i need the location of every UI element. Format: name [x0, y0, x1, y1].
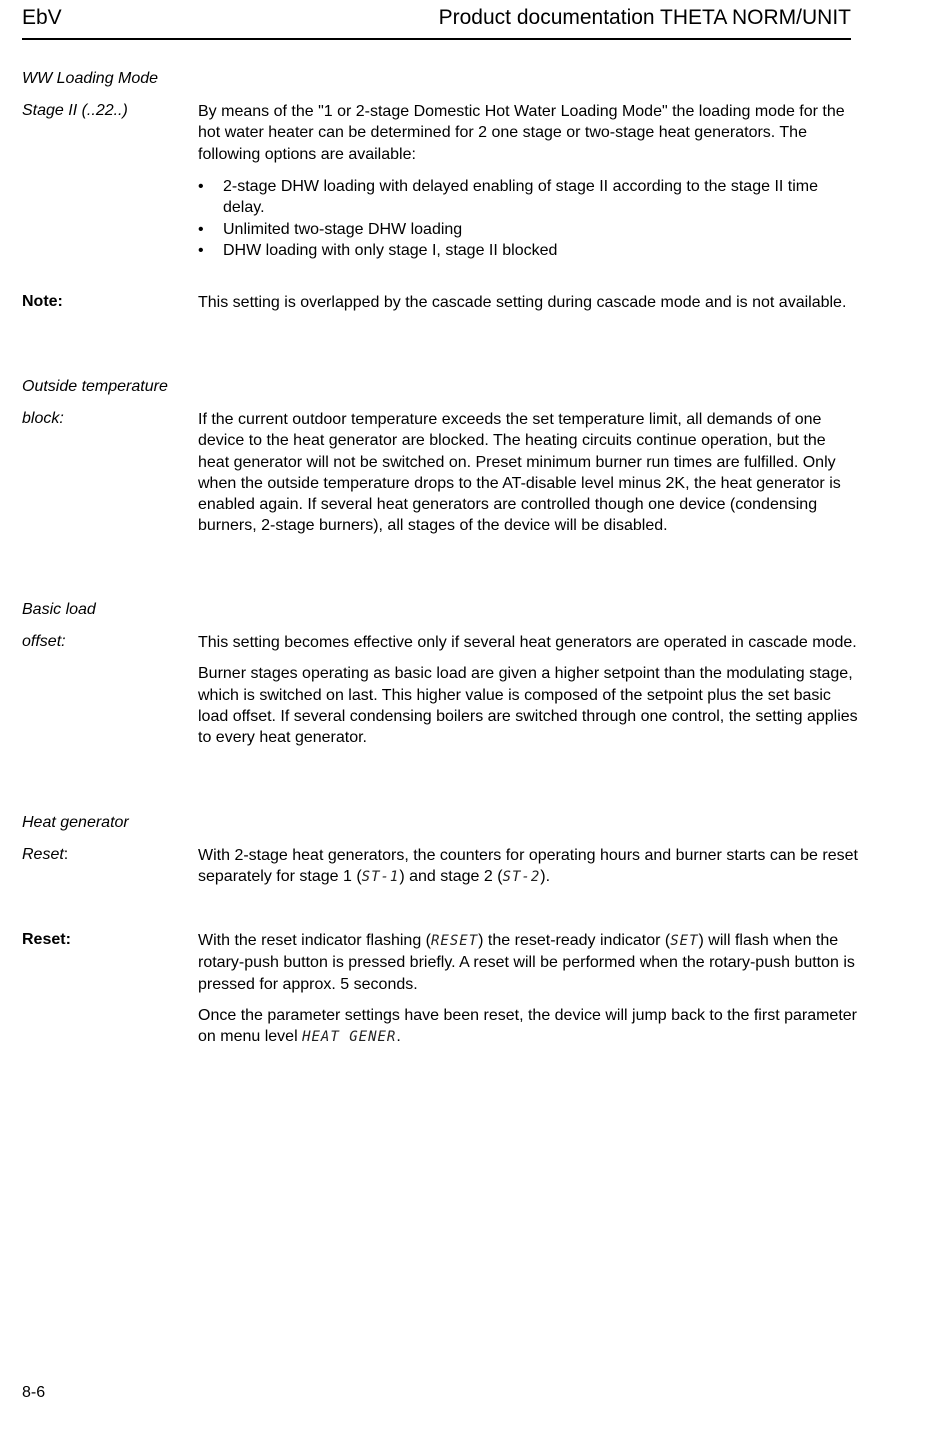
heat-generator-reset-text [198, 845, 858, 889]
lcd-reset: RESET [431, 933, 479, 949]
heat-generator-reset-paragraph: With 2-stage heat generators, the counters for operating hours and burner starts can be reset separately for stage 1 (ST-1) and stage 2 (ST-2). [198, 847, 858, 886]
basic-load-text [198, 632, 858, 748]
section-heading-heat-generator: Heat generator [22, 814, 129, 831]
header-brand: EbV [22, 6, 62, 29]
note-label: Note: [22, 293, 63, 310]
lcd-st2: ST-2 [502, 869, 541, 886]
list-item: • DHW loading with only stage I, stage II blocked [198, 241, 558, 259]
list-item: • 2-stage DHW loading with delayed enabling of stage II according to the stage II time delay. [198, 178, 819, 217]
note-paragraph: This setting is overlapped by the cascade setting during cascade mode and is not available. [198, 294, 847, 311]
label-offset: offset: [22, 633, 66, 650]
basic-load-paragraph-1: This setting becomes effective only if several heat generators are operated in cascade mode. [198, 634, 857, 651]
section-heading-ww-loading: WW Loading Mode [22, 70, 159, 87]
outside-temp-text [198, 409, 858, 537]
lcd-st1: ST-1 [361, 869, 400, 886]
ww-loading-text [198, 101, 858, 165]
section-heading-basic-load: Basic load [22, 601, 96, 618]
outside-temp-paragraph: If the current outdoor temperature exceeds the set temperature limit, all demands of one device to the heat generator are blocked. The heating circuits continue operation, but the heat generator will not be switched on. Preset minimum burner run times are fulfilled. Only when the outside temperature drops to the AT-disable level minus 2K, the heat generator is enabled again. If several heat generators are controlled though one device (condensing burners, 2-stage burners), all stages of the device will be disabled. [198, 411, 841, 535]
ww-loading-options [198, 176, 858, 261]
ww-loading-paragraph: By means of the "1 or 2-stage Domestic Hot Water Loading Mode" the loading mode for the hot water heater can be determined for 2 one stage or two-stage heat generators. The following options are available: [198, 103, 845, 163]
page-number: 8-6 [22, 1384, 46, 1401]
reset-label: Reset: [22, 931, 71, 948]
list-item: • Unlimited two-stage DHW loading [198, 220, 463, 238]
page-header [22, 4, 851, 40]
basic-load-paragraph-2: Burner stages operating as basic load are given a higher setpoint than the modulating stage, which is switched on last. This higher value is composed of the setpoint plus the set basic load offset. If several condensing boilers are switched through one control, the setting applies to every heat generator. [198, 665, 858, 747]
label-stage-ii: Stage II (..22..) [22, 102, 128, 119]
section-heading-outside-temp: Outside temperature [22, 378, 168, 395]
header-title: Product documentation THETA NORM/UNIT [438, 6, 851, 29]
lcd-set: SET [670, 933, 699, 949]
note-text [198, 292, 858, 313]
reset-text [198, 930, 858, 1048]
label-reset: Reset: [22, 846, 69, 863]
lcd-heat-gener: HEAT GENER [302, 1029, 397, 1046]
reset-paragraph-1: With the reset indicator flashing (RESET) the reset-ready indicator (SET) will flash when the rotary-push button is pressed briefly. A reset will be performed when the rotary-push button is pressed for approx. 5 seconds. [198, 932, 855, 993]
reset-paragraph-2: Once the parameter settings have been reset, the device will jump back to the first parameter on menu level HEAT GENER. [198, 1006, 857, 1046]
label-block: block: [22, 410, 64, 427]
